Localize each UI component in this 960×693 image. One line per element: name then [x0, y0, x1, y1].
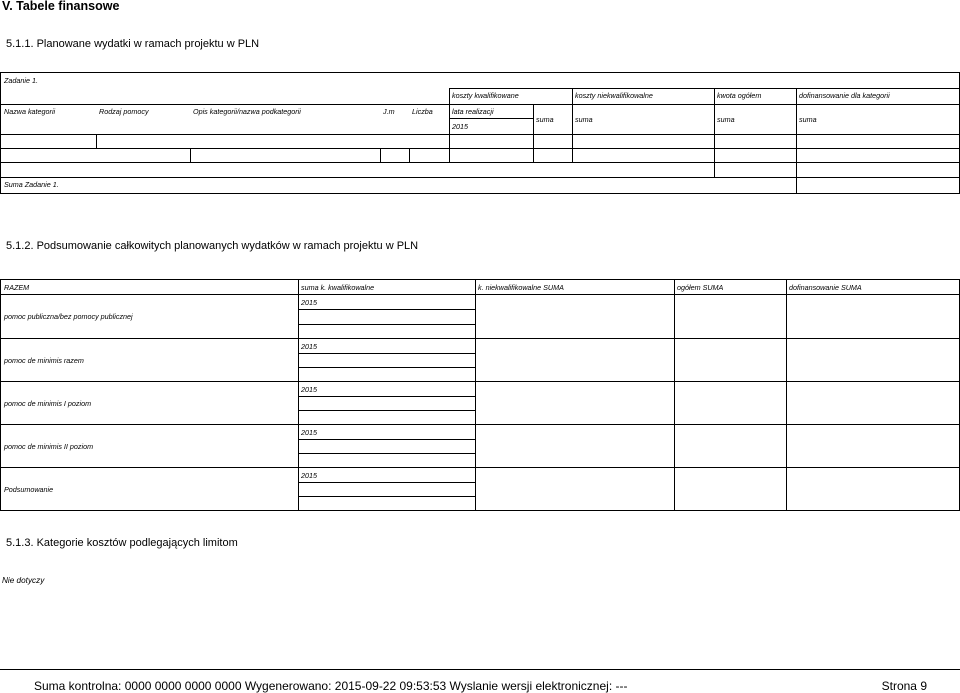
year-label: 2015: [452, 122, 468, 131]
col-unit: J.m: [383, 107, 395, 116]
row-year: 2015: [301, 342, 317, 351]
table-line: [0, 104, 960, 105]
col-quantity: Liczba: [412, 107, 433, 116]
table-line: [298, 309, 475, 310]
table-line: [0, 510, 960, 511]
table-line: [298, 496, 475, 497]
row-year: 2015: [301, 428, 317, 437]
table-line: [449, 88, 450, 162]
table-line: [298, 279, 299, 510]
task-label: Zadanie 1.: [4, 76, 38, 85]
group-header-total: kwota ogółem: [717, 91, 762, 100]
sum-label: suma: [717, 115, 735, 124]
table-line: [298, 324, 475, 325]
row-label: pomoc publiczna/bez pomocy publicznej: [4, 312, 133, 321]
table-line: [475, 279, 476, 510]
table-line: [0, 193, 960, 194]
table-line: [0, 162, 960, 163]
header-funding-sum: dofinansowanie SUMA: [789, 283, 862, 292]
table-line: [96, 134, 97, 148]
table-line: [0, 381, 960, 382]
table-line: [796, 88, 797, 193]
group-header-unqualified: koszty niekwalifikowalne: [575, 91, 653, 100]
header-unqualified-sum: k. niekwalifikowalne SUMA: [478, 283, 564, 292]
table-line: [298, 482, 475, 483]
table-line: [674, 279, 675, 510]
header-qualified-sum: suma k. kwalifikowalne: [301, 283, 375, 292]
table-line: [298, 453, 475, 454]
group-header-funding: dofinansowanie dla kategorii: [799, 91, 890, 100]
section-title: V. Tabele finansowe: [2, 0, 120, 13]
table-line: [409, 148, 410, 162]
table-line: [0, 467, 960, 468]
s1-title: 5.1.1. Planowane wydatki w ramach projektu w PLN: [6, 38, 260, 50]
table-line: [298, 367, 475, 368]
table-line: [0, 424, 960, 425]
row-label: pomoc de minimis razem: [4, 356, 84, 365]
footer-divider: [0, 669, 960, 670]
table-line: [0, 294, 960, 295]
page-number: Strona 9: [881, 679, 927, 693]
row-label: pomoc de minimis I poziom: [4, 399, 92, 408]
table-line: [0, 148, 960, 149]
table-line: [298, 353, 475, 354]
table-line: [449, 88, 960, 89]
table-line: [380, 148, 381, 162]
sum-label: suma: [575, 115, 593, 124]
sum-label: suma: [536, 115, 554, 124]
row-year: 2015: [301, 471, 317, 480]
row-year: 2015: [301, 298, 317, 307]
col-implementation-years: lata realizacji: [452, 107, 494, 116]
row-label: Podsumowanie: [4, 485, 54, 494]
row-year: 2015: [301, 385, 317, 394]
table-line: [298, 396, 475, 397]
task-total-label: Suma Zadanie 1.: [4, 180, 59, 189]
sum-label: suma: [799, 115, 817, 124]
row-label: pomoc de minimis II poziom: [4, 442, 94, 451]
table-line: [0, 72, 960, 73]
table-line: [190, 148, 191, 162]
table-line: [298, 439, 475, 440]
table-line: [533, 104, 534, 162]
header-overall-sum: ogółem SUMA: [677, 283, 724, 292]
col-category-name: Nazwa kategorii: [4, 107, 56, 116]
col-aid-type: Rodzaj pomocy: [99, 107, 149, 116]
table-line: [0, 279, 960, 280]
table-line: [0, 134, 960, 135]
table-line: [572, 88, 573, 162]
table-line: [786, 279, 787, 510]
table-line: [0, 338, 960, 339]
footer-checksum: Suma kontrolna: 0000 0000 0000 0000 Wygenerowano: 2015-09-22 09:53:53 Wyslanie wersji elektronicznej: ---: [34, 679, 628, 693]
table-line: [0, 72, 1, 193]
col-category-description: Opis kategorii/nazwa podkategorii: [193, 107, 301, 116]
s3-title: 5.1.3. Kategorie kosztów podlegających limitom: [6, 537, 238, 549]
header-total: RAZEM: [4, 283, 30, 292]
table-line: [0, 177, 960, 178]
table-line: [0, 279, 1, 510]
group-header-qualified: koszty kwalifikowane: [452, 91, 519, 100]
not-applicable-note: Nie dotyczy: [2, 576, 45, 585]
table-line: [449, 118, 533, 119]
table-line: [714, 88, 715, 177]
table-line: [298, 410, 475, 411]
s2-title: 5.1.2. Podsumowanie całkowitych planowanych wydatków w ramach projektu w PLN: [6, 240, 419, 252]
